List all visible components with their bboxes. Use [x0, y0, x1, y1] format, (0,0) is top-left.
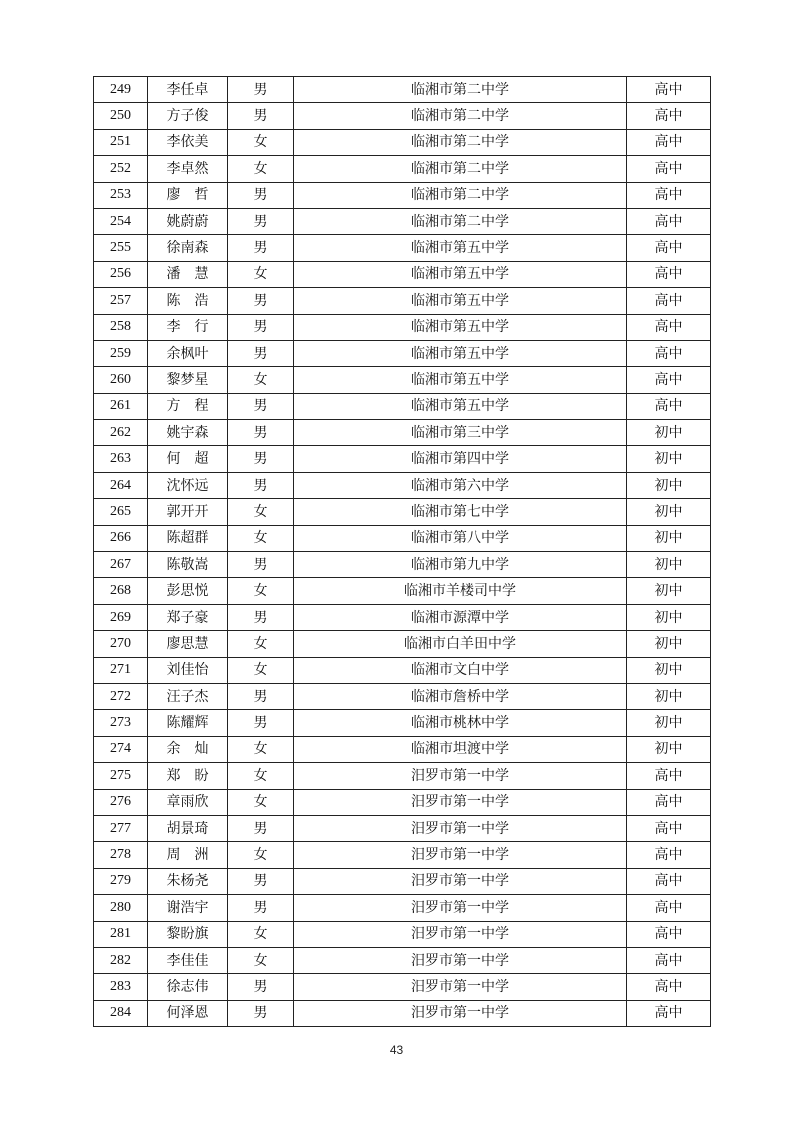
cell-number: 253 [94, 182, 148, 208]
cell-gender: 男 [228, 974, 294, 1000]
table-row [94, 288, 711, 314]
cell-gender: 男 [228, 208, 294, 234]
cell-number: 275 [94, 763, 148, 789]
cell-name: 方 程 [148, 393, 228, 419]
table-row [94, 77, 711, 103]
cell-name: 郭开开 [148, 499, 228, 525]
cell-number: 262 [94, 420, 148, 446]
cell-name: 李卓然 [148, 156, 228, 182]
cell-gender: 男 [228, 683, 294, 709]
table-row [94, 789, 711, 815]
table-row [94, 657, 711, 683]
cell-level: 高中 [627, 77, 711, 103]
cell-level: 初中 [627, 472, 711, 498]
cell-name: 胡景琦 [148, 815, 228, 841]
cell-school: 临湘市第五中学 [294, 340, 627, 366]
cell-level: 高中 [627, 340, 711, 366]
cell-name: 朱杨尧 [148, 868, 228, 894]
cell-gender: 男 [228, 815, 294, 841]
cell-name: 廖思慧 [148, 631, 228, 657]
table-row [94, 208, 711, 234]
cell-number: 269 [94, 604, 148, 630]
cell-level: 高中 [627, 103, 711, 129]
cell-school: 临湘市文白中学 [294, 657, 627, 683]
table-row [94, 340, 711, 366]
cell-number: 252 [94, 156, 148, 182]
cell-school: 临湘市第二中学 [294, 208, 627, 234]
cell-gender: 男 [228, 1000, 294, 1026]
cell-gender: 女 [228, 842, 294, 868]
table-row [94, 921, 711, 947]
cell-gender: 女 [228, 129, 294, 155]
cell-school: 临湘市第二中学 [294, 77, 627, 103]
cell-gender: 男 [228, 77, 294, 103]
cell-level: 高中 [627, 156, 711, 182]
table-row [94, 1000, 711, 1026]
cell-gender: 女 [228, 261, 294, 287]
cell-gender: 女 [228, 578, 294, 604]
cell-name: 黎梦星 [148, 367, 228, 393]
cell-name: 沈怀远 [148, 472, 228, 498]
cell-school: 临湘市第二中学 [294, 103, 627, 129]
cell-school: 临湘市坦渡中学 [294, 736, 627, 762]
cell-gender: 女 [228, 367, 294, 393]
cell-level: 高中 [627, 921, 711, 947]
table-row [94, 815, 711, 841]
cell-level: 高中 [627, 1000, 711, 1026]
table-row [94, 420, 711, 446]
cell-level: 高中 [627, 182, 711, 208]
cell-name: 陈耀辉 [148, 710, 228, 736]
cell-gender: 女 [228, 156, 294, 182]
cell-school: 汨罗市第一中学 [294, 895, 627, 921]
cell-school: 临湘市白羊田中学 [294, 631, 627, 657]
cell-number: 257 [94, 288, 148, 314]
cell-name: 廖 哲 [148, 182, 228, 208]
cell-school: 临湘市第三中学 [294, 420, 627, 446]
cell-gender: 男 [228, 604, 294, 630]
cell-number: 279 [94, 868, 148, 894]
cell-school: 汨罗市第一中学 [294, 868, 627, 894]
cell-school: 临湘市第五中学 [294, 235, 627, 261]
table-row [94, 525, 711, 551]
cell-name: 刘佳怡 [148, 657, 228, 683]
table-row [94, 947, 711, 973]
cell-school: 临湘市第九中学 [294, 552, 627, 578]
cell-number: 267 [94, 552, 148, 578]
cell-number: 284 [94, 1000, 148, 1026]
cell-number: 277 [94, 815, 148, 841]
cell-level: 高中 [627, 393, 711, 419]
table-row [94, 499, 711, 525]
cell-gender: 女 [228, 657, 294, 683]
cell-school: 临湘市第五中学 [294, 393, 627, 419]
cell-number: 259 [94, 340, 148, 366]
cell-level: 初中 [627, 631, 711, 657]
table-row [94, 736, 711, 762]
cell-name: 郑子豪 [148, 604, 228, 630]
cell-name: 周 洲 [148, 842, 228, 868]
cell-gender: 男 [228, 895, 294, 921]
page-number: 43 [389, 1043, 404, 1057]
cell-number: 264 [94, 472, 148, 498]
cell-number: 274 [94, 736, 148, 762]
cell-name: 陈超群 [148, 525, 228, 551]
cell-gender: 女 [228, 947, 294, 973]
cell-gender: 男 [228, 868, 294, 894]
cell-school: 临湘市第五中学 [294, 261, 627, 287]
cell-level: 高中 [627, 947, 711, 973]
table-row [94, 974, 711, 1000]
cell-school: 汨罗市第一中学 [294, 921, 627, 947]
cell-name: 陈敬嵩 [148, 552, 228, 578]
cell-number: 265 [94, 499, 148, 525]
cell-number: 250 [94, 103, 148, 129]
cell-name: 徐南森 [148, 235, 228, 261]
cell-school: 汨罗市第一中学 [294, 842, 627, 868]
cell-name: 李依美 [148, 129, 228, 155]
cell-number: 278 [94, 842, 148, 868]
cell-name: 余枫叶 [148, 340, 228, 366]
table-row [94, 446, 711, 472]
cell-school: 汨罗市第一中学 [294, 974, 627, 1000]
cell-gender: 女 [228, 631, 294, 657]
table-row [94, 156, 711, 182]
cell-number: 254 [94, 208, 148, 234]
cell-school: 临湘市第七中学 [294, 499, 627, 525]
cell-level: 初中 [627, 683, 711, 709]
cell-number: 255 [94, 235, 148, 261]
table-row [94, 868, 711, 894]
cell-number: 260 [94, 367, 148, 393]
cell-name: 李佳佳 [148, 947, 228, 973]
cell-gender: 男 [228, 103, 294, 129]
cell-level: 高中 [627, 789, 711, 815]
cell-number: 271 [94, 657, 148, 683]
cell-name: 徐志伟 [148, 974, 228, 1000]
cell-gender: 女 [228, 921, 294, 947]
cell-name: 李任卓 [148, 77, 228, 103]
table-row [94, 683, 711, 709]
cell-school: 临湘市第六中学 [294, 472, 627, 498]
table-row [94, 604, 711, 630]
table-row [94, 710, 711, 736]
cell-name: 方子俊 [148, 103, 228, 129]
cell-number: 270 [94, 631, 148, 657]
cell-number: 281 [94, 921, 148, 947]
cell-name: 李 行 [148, 314, 228, 340]
cell-level: 高中 [627, 314, 711, 340]
cell-level: 初中 [627, 710, 711, 736]
cell-school: 临湘市第五中学 [294, 367, 627, 393]
cell-gender: 男 [228, 420, 294, 446]
table-row [94, 472, 711, 498]
cell-gender: 女 [228, 525, 294, 551]
cell-school: 汨罗市第一中学 [294, 1000, 627, 1026]
cell-school: 临湘市源潭中学 [294, 604, 627, 630]
cell-school: 临湘市羊楼司中学 [294, 578, 627, 604]
cell-name: 谢浩宇 [148, 895, 228, 921]
cell-school: 临湘市第八中学 [294, 525, 627, 551]
table-row [94, 103, 711, 129]
cell-name: 何泽恩 [148, 1000, 228, 1026]
cell-gender: 女 [228, 736, 294, 762]
cell-name: 姚宇森 [148, 420, 228, 446]
cell-name: 潘 慧 [148, 261, 228, 287]
cell-gender: 男 [228, 710, 294, 736]
cell-name: 余 灿 [148, 736, 228, 762]
cell-school: 汨罗市第一中学 [294, 789, 627, 815]
cell-level: 高中 [627, 129, 711, 155]
cell-name: 章雨欣 [148, 789, 228, 815]
cell-number: 280 [94, 895, 148, 921]
cell-gender: 女 [228, 763, 294, 789]
cell-name: 彭思悦 [148, 578, 228, 604]
cell-level: 高中 [627, 763, 711, 789]
cell-level: 高中 [627, 895, 711, 921]
cell-school: 汨罗市第一中学 [294, 763, 627, 789]
cell-level: 高中 [627, 367, 711, 393]
table-row [94, 129, 711, 155]
cell-school: 临湘市第五中学 [294, 288, 627, 314]
cell-school: 临湘市第二中学 [294, 129, 627, 155]
cell-level: 初中 [627, 499, 711, 525]
cell-gender: 女 [228, 789, 294, 815]
cell-gender: 男 [228, 235, 294, 261]
cell-gender: 男 [228, 446, 294, 472]
cell-school: 临湘市第四中学 [294, 446, 627, 472]
cell-level: 初中 [627, 736, 711, 762]
cell-number: 283 [94, 974, 148, 1000]
cell-gender: 男 [228, 340, 294, 366]
cell-level: 高中 [627, 842, 711, 868]
cell-level: 初中 [627, 446, 711, 472]
cell-number: 272 [94, 683, 148, 709]
cell-name: 汪子杰 [148, 683, 228, 709]
cell-school: 临湘市第二中学 [294, 182, 627, 208]
table-row [94, 842, 711, 868]
cell-number: 282 [94, 947, 148, 973]
cell-level: 初中 [627, 657, 711, 683]
cell-number: 261 [94, 393, 148, 419]
cell-level: 初中 [627, 552, 711, 578]
table-row [94, 552, 711, 578]
cell-school: 临湘市第二中学 [294, 156, 627, 182]
cell-gender: 男 [228, 288, 294, 314]
cell-gender: 男 [228, 393, 294, 419]
cell-level: 高中 [627, 815, 711, 841]
cell-number: 268 [94, 578, 148, 604]
cell-school: 汨罗市第一中学 [294, 947, 627, 973]
table-row [94, 261, 711, 287]
cell-level: 高中 [627, 868, 711, 894]
cell-number: 276 [94, 789, 148, 815]
cell-number: 249 [94, 77, 148, 103]
cell-gender: 男 [228, 314, 294, 340]
table-row [94, 763, 711, 789]
cell-gender: 男 [228, 552, 294, 578]
cell-level: 初中 [627, 525, 711, 551]
table-row [94, 578, 711, 604]
cell-number: 273 [94, 710, 148, 736]
table-row [94, 631, 711, 657]
cell-level: 初中 [627, 604, 711, 630]
cell-number: 258 [94, 314, 148, 340]
table-body [94, 77, 711, 1027]
cell-school: 临湘市桃林中学 [294, 710, 627, 736]
cell-level: 高中 [627, 235, 711, 261]
table-row [94, 314, 711, 340]
cell-name: 郑 盼 [148, 763, 228, 789]
table-row [94, 895, 711, 921]
cell-level: 高中 [627, 974, 711, 1000]
cell-level: 高中 [627, 288, 711, 314]
cell-number: 256 [94, 261, 148, 287]
cell-number: 266 [94, 525, 148, 551]
cell-school: 临湘市第五中学 [294, 314, 627, 340]
cell-school: 汨罗市第一中学 [294, 815, 627, 841]
cell-number: 263 [94, 446, 148, 472]
cell-gender: 女 [228, 499, 294, 525]
cell-school: 临湘市詹桥中学 [294, 683, 627, 709]
student-list-table [93, 76, 711, 1027]
table-row [94, 235, 711, 261]
cell-level: 高中 [627, 261, 711, 287]
cell-number: 251 [94, 129, 148, 155]
cell-gender: 男 [228, 182, 294, 208]
cell-level: 初中 [627, 420, 711, 446]
cell-name: 陈 浩 [148, 288, 228, 314]
cell-level: 初中 [627, 578, 711, 604]
cell-name: 姚蔚蔚 [148, 208, 228, 234]
table-row [94, 367, 711, 393]
cell-name: 黎盼旗 [148, 921, 228, 947]
table-row [94, 393, 711, 419]
table-row [94, 182, 711, 208]
cell-name: 何 超 [148, 446, 228, 472]
cell-gender: 男 [228, 472, 294, 498]
cell-level: 高中 [627, 208, 711, 234]
